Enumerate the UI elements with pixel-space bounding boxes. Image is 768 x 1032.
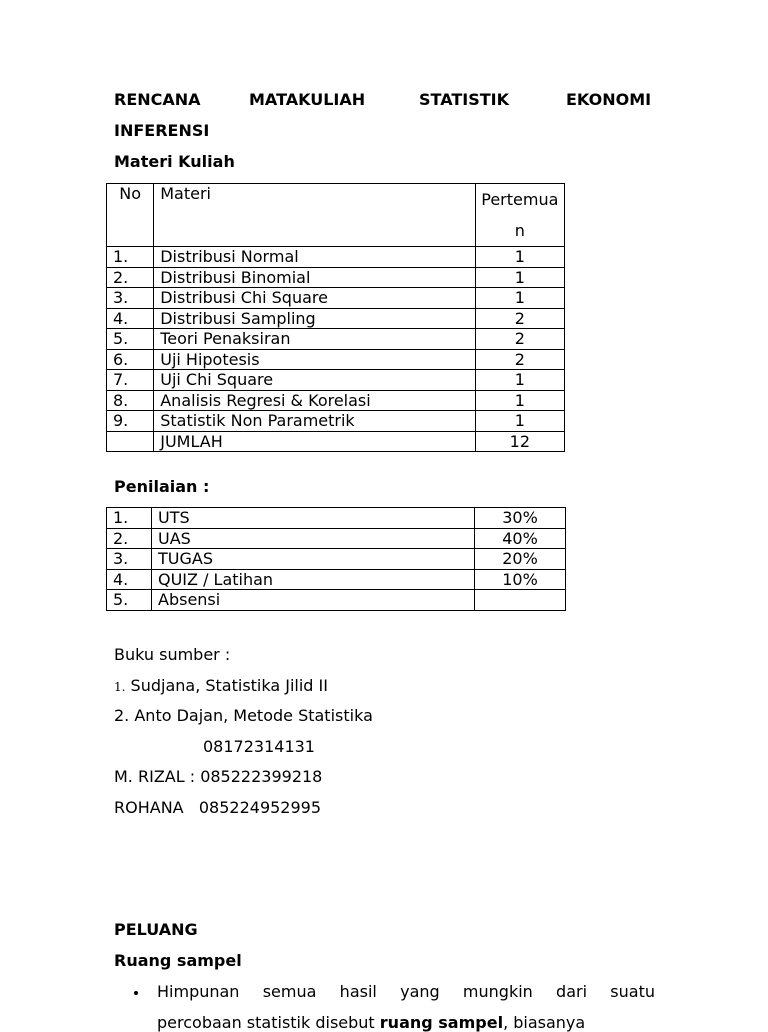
total-value: 12 xyxy=(475,431,564,452)
row-item: Absensi xyxy=(152,590,475,611)
title-line-2: INFERENSI xyxy=(114,121,210,140)
title-word-3: STATISTIK xyxy=(419,90,509,109)
title-word-4: EKONOMI xyxy=(566,90,652,109)
buku-item-2: 2. Anto Dajan, Metode Statistika xyxy=(114,706,373,725)
bullet-word: mungkin xyxy=(462,982,533,1001)
row-materi: Distribusi Chi Square xyxy=(154,288,475,309)
row-pertemuan: 1 xyxy=(475,370,564,391)
total-no xyxy=(107,431,154,452)
table-row xyxy=(107,411,565,432)
header-pertemuan-line1: Pertemua xyxy=(481,190,559,209)
row-no: 5. xyxy=(107,329,154,350)
table-row xyxy=(107,508,566,529)
row-pertemuan: 1 xyxy=(475,390,564,411)
row-weight: 10% xyxy=(475,569,566,590)
row-no: 1. xyxy=(107,508,152,529)
table-row xyxy=(107,590,566,611)
contact-rohana: ROHANA 085224952995 xyxy=(114,798,322,817)
table-row xyxy=(107,267,565,288)
row-no: 6. xyxy=(107,349,154,370)
bullet-dot-icon xyxy=(134,991,138,995)
row-materi: Teori Penaksiran xyxy=(154,329,475,350)
section-title-peluang: PELUANG xyxy=(114,920,198,939)
row-no: 4. xyxy=(107,308,154,329)
row-pertemuan: 2 xyxy=(475,349,564,370)
header-pertemuan-line2: n xyxy=(514,221,525,240)
table-row xyxy=(107,247,565,268)
buku-item-1-number: 1. xyxy=(114,680,126,694)
bullet-word: suatu xyxy=(610,982,655,1001)
bullet-word: yang xyxy=(400,982,440,1001)
materi-table xyxy=(106,183,565,452)
table-row xyxy=(107,549,566,570)
row-no: 9. xyxy=(107,411,154,432)
buku-heading: Buku sumber : xyxy=(114,645,231,664)
row-weight: 30% xyxy=(475,508,566,529)
row-materi: Analisis Regresi & Korelasi xyxy=(154,390,475,411)
row-item: UAS xyxy=(152,528,475,549)
buku-item-1 xyxy=(114,676,328,695)
penilaian-table xyxy=(106,507,566,611)
table-header-row xyxy=(107,184,565,247)
header-pertemuan xyxy=(475,184,564,247)
table-row xyxy=(107,528,566,549)
table-row xyxy=(107,370,565,391)
bullet-line-2 xyxy=(157,1013,585,1032)
row-materi: Distribusi Binomial xyxy=(154,267,475,288)
section-subtitle-ruang-sampel: Ruang sampel xyxy=(114,951,242,970)
table-total-row xyxy=(107,431,565,452)
row-item: TUGAS xyxy=(152,549,475,570)
row-materi: Distribusi Sampling xyxy=(154,308,475,329)
table-row xyxy=(107,390,565,411)
row-weight xyxy=(475,590,566,611)
row-item: UTS xyxy=(152,508,475,529)
bullet-line-2-text-a: percobaan statistik disebut xyxy=(157,1013,380,1032)
section-title-penilaian: Penilaian : xyxy=(114,477,210,496)
row-item: QUIZ / Latihan xyxy=(152,569,475,590)
total-label: JUMLAH xyxy=(154,431,475,452)
title-word-1: RENCANA xyxy=(114,90,201,109)
row-weight: 20% xyxy=(475,549,566,570)
row-materi: Distribusi Normal xyxy=(154,247,475,268)
bullet-word: Himpunan xyxy=(157,982,240,1001)
row-pertemuan: 1 xyxy=(475,267,564,288)
title-word-2: MATAKULIAH xyxy=(249,90,366,109)
bullet-word: semua xyxy=(262,982,317,1001)
row-weight: 40% xyxy=(475,528,566,549)
header-materi: Materi xyxy=(154,184,475,247)
row-no: 8. xyxy=(107,390,154,411)
table-row xyxy=(107,288,565,309)
buku-item-1-text: Sudjana, Statistika Jilid II xyxy=(130,676,328,695)
row-pertemuan: 1 xyxy=(475,247,564,268)
row-no: 2. xyxy=(107,267,154,288)
row-materi: Statistik Non Parametrik xyxy=(154,411,475,432)
bullet-word: dari xyxy=(556,982,588,1001)
bullet-word: hasil xyxy=(339,982,377,1001)
section-title-materi: Materi Kuliah xyxy=(114,152,235,171)
contact-rizal: M. RIZAL : 085222399218 xyxy=(114,767,323,786)
bullet-line-2-text-b: , biasanya xyxy=(503,1013,586,1032)
row-materi: Uji Chi Square xyxy=(154,370,475,391)
row-pertemuan: 1 xyxy=(475,288,564,309)
row-no: 3. xyxy=(107,288,154,309)
row-pertemuan: 2 xyxy=(475,308,564,329)
row-no: 1. xyxy=(107,247,154,268)
table-row xyxy=(107,308,565,329)
row-pertemuan: 2 xyxy=(475,329,564,350)
term-ruang-sampel: ruang sampel xyxy=(379,1013,504,1032)
row-no: 5. xyxy=(107,590,152,611)
row-no: 3. xyxy=(107,549,152,570)
row-no: 2. xyxy=(107,528,152,549)
row-no: 4. xyxy=(107,569,152,590)
header-no: No xyxy=(107,184,154,247)
row-no: 7. xyxy=(107,370,154,391)
table-row xyxy=(107,349,565,370)
row-pertemuan: 1 xyxy=(475,411,564,432)
table-row xyxy=(107,569,566,590)
phone-number: 08172314131 xyxy=(203,737,315,756)
table-row xyxy=(107,329,565,350)
row-materi: Uji Hipotesis xyxy=(154,349,475,370)
bullet-line-1 xyxy=(157,982,655,1001)
